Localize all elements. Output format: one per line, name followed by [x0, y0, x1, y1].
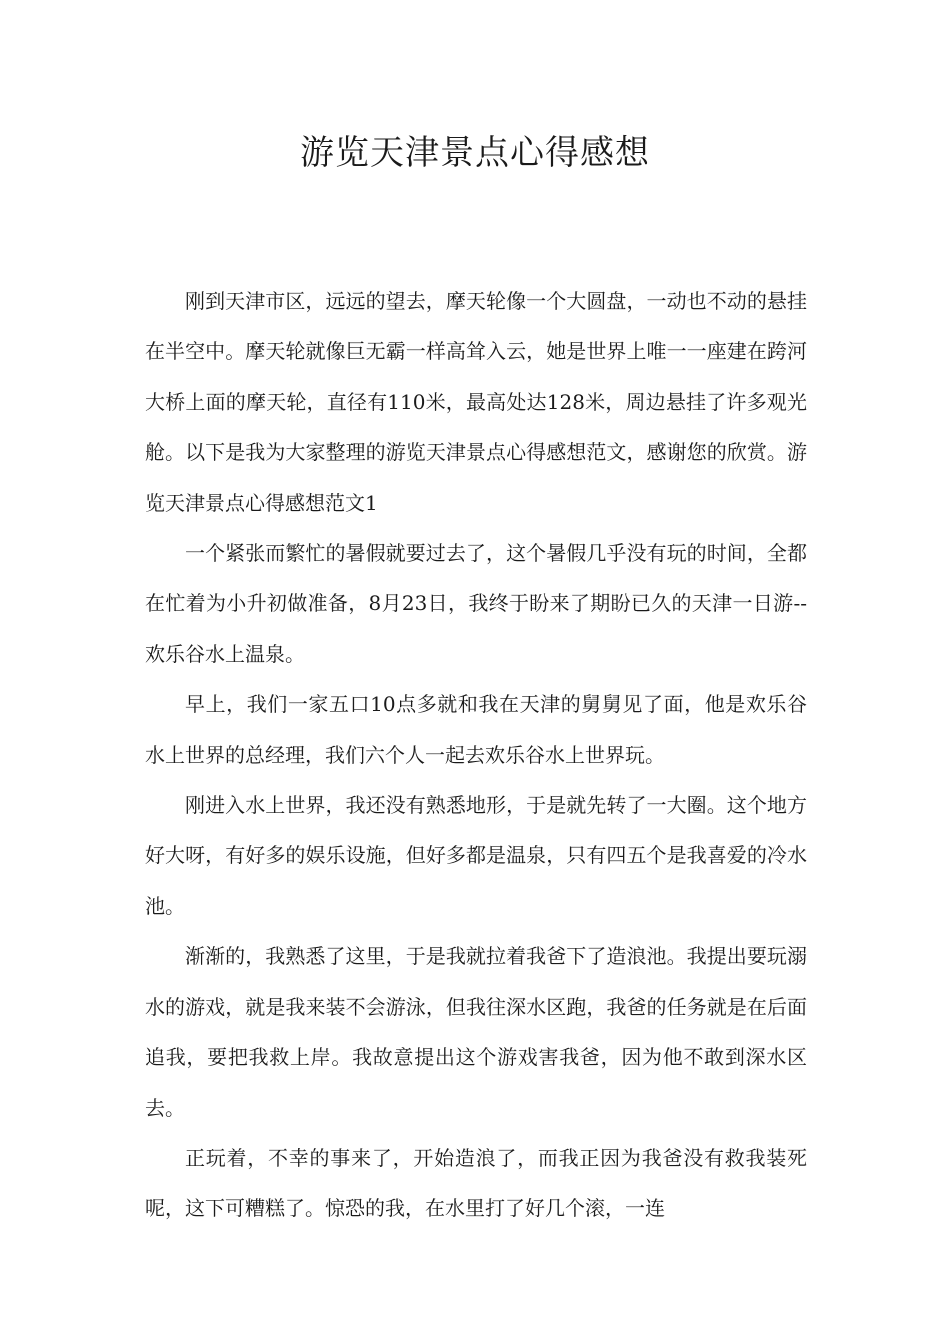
paragraph-2: 一个紧张而繁忙的暑假就要过去了，这个暑假几乎没有玩的时间，全都在忙着为小升初做准备，8月23日，我终于盼来了期盼已久的天津一日游--欢乐谷水上温泉。 [145, 541, 807, 666]
page-title: 游览天津景点心得感想 [300, 133, 650, 173]
paragraph-5: 渐渐的，我熟悉了这里，于是我就拉着我爸下了造浪池。我提出要玩溺水的游戏，就是我来装不会游泳，但我往深水区跑，我爸的任务就是在后面追我，要把我救上岸。我故意提出这个游戏害我爸，因为他不敢到深水区去。 [145, 944, 807, 1120]
paragraph-6: 正玩着，不幸的事来了，开始造浪了，而我正因为我爸没有救我装死呢，这下可糟糕了。惊恐的我，在水里打了好几个滚，一连 [145, 1145, 807, 1221]
paragraph-3: 早上，我们一家五口10点多就和我在天津的舅舅见了面，他是欢乐谷水上世界的总经理，我们六个人一起去欢乐谷水上世界玩。 [145, 692, 807, 767]
paragraph-4: 刚进入水上世界，我还没有熟悉地形，于是就先转了一大圈。这个地方好大呀，有好多的娱乐设施，但好多都是温泉，只有四五个是我喜爱的冷水池。 [145, 793, 807, 918]
document-body [145, 276, 807, 1234]
paragraph-1: 刚到天津市区，远远的望去，摩天轮像一个大圆盘，一动也不动的悬挂在半空中。摩天轮就像巨无霸一样高耸入云，她是世界上唯一一座建在跨河大桥上面的摩天轮，直径有110米，最高处达128米，周边悬挂了许多观光舱。以下是我为大家整理的游览天津景点心得感想范文，感谢您的欣赏。游览天津景点心得感想范文1 [145, 289, 807, 515]
